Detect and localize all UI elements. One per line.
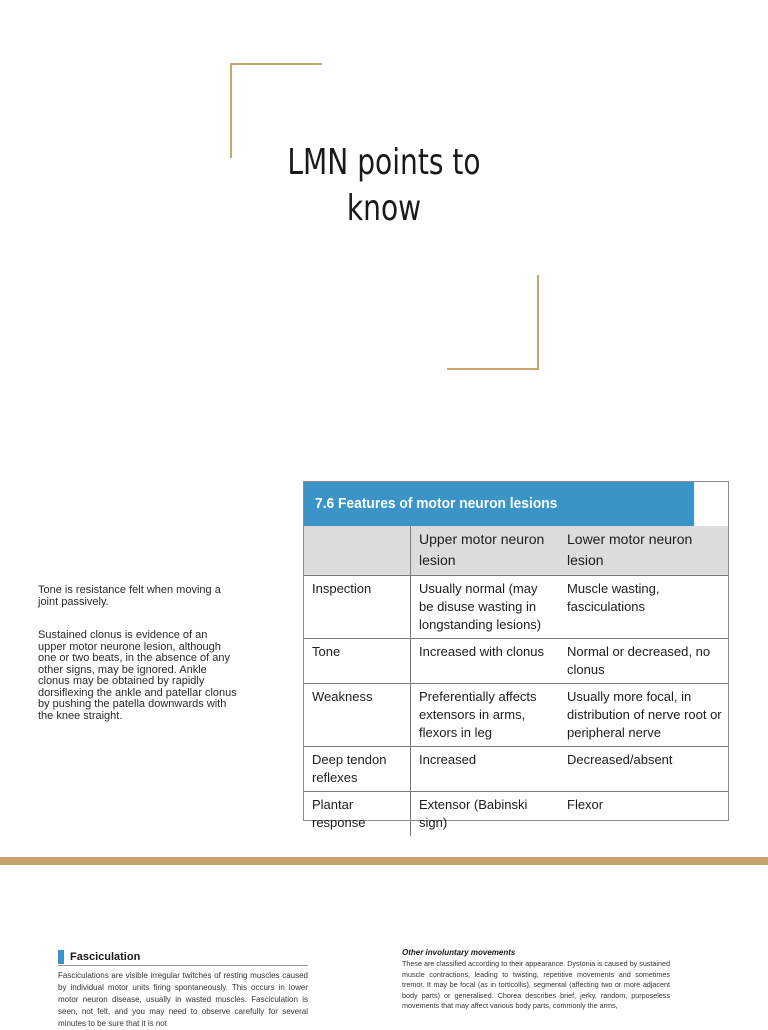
cell-umn-weakness: Preferentially affects extensors in arms, flexors in leg [411, 684, 560, 747]
header-umn: Upper motor neuron lesion [411, 526, 560, 576]
fasciculation-heading [58, 949, 308, 966]
cell-lmn-tone: Normal or decreased, no clonus [559, 639, 728, 684]
table-row [304, 684, 728, 747]
row-label-plantar: Plantar response [304, 792, 411, 837]
features-table [304, 526, 728, 836]
table-row [304, 639, 728, 684]
table-row [304, 576, 728, 639]
involuntary-movements-box [402, 948, 670, 1012]
cell-umn-plantar: Extensor (Babinski sign) [411, 792, 560, 837]
table-header-row [304, 526, 728, 576]
row-label-tone: Tone [304, 639, 411, 684]
note-clonus: Sustained clonus is evidence of an upper motor neurone lesion, although one or two beats, in the absence of any other signs, may be ignored. Ankle clonus may be obtained by rapidly dorsiflexing the ankle and patellar clonus by pushing the patella downwards with the knee straight. [38, 629, 237, 722]
fasciculation-box [58, 949, 308, 1030]
table-title: 7.6 Features of motor neuron lesions [304, 482, 694, 526]
cell-umn-tone: Increased with clonus [411, 639, 560, 684]
table-row [304, 747, 728, 792]
row-label-weakness: Weakness [304, 684, 411, 747]
corner-frame-top-left-horizontal [230, 63, 322, 65]
cell-umn-inspection: Usually normal (may be disuse wasting in longstanding lesions) [411, 576, 560, 639]
involuntary-movements-title: Other involuntary movements [402, 948, 516, 957]
fasciculation-title: Fasciculation [70, 951, 141, 963]
note-tone: Tone is resistance felt when moving a joint passively. [38, 584, 221, 608]
cell-lmn-inspection: Muscle wasting, fasciculations [559, 576, 728, 639]
slide-title [264, 140, 504, 232]
header-blank-cell [304, 526, 411, 576]
row-label-reflexes: Deep tendon reflexes [304, 747, 411, 792]
row-label-inspection: Inspection [304, 576, 411, 639]
heading-marker [58, 950, 64, 964]
corner-frame-bottom-right-vertical [537, 275, 539, 370]
cell-lmn-reflexes: Decreased/absent [559, 747, 728, 792]
header-lmn: Lower motor neuron lesion [559, 526, 728, 576]
motor-neuron-lesions-table [303, 481, 729, 830]
corner-frame-bottom-right-horizontal [447, 368, 539, 370]
slide-title-line-1: LMN points to [287, 142, 481, 183]
fasciculation-text: Fasciculations are visible irregular twitches of resting muscles caused by individual motor units firing spontaneously. This occurs in lower motor neuron disease, usually in wasted muscles. Fasciculation is seen, not felt, and you may need to observe carefully for several minutes to be sure that it is not [58, 971, 308, 1028]
cell-lmn-weakness: Usually more focal, in distribution of nerve root or peripheral nerve [559, 684, 728, 747]
cell-lmn-plantar: Flexor [559, 792, 728, 837]
cell-umn-reflexes: Increased [411, 747, 560, 792]
involuntary-movements-text: These are classified according to their appearance. Dystonia is caused by sustained muscle contractions, leading to twisting, repetitive movements and sometimes tremor. It may be focal (as in torticollis), segmental (affecting two or more adjacent body parts) or generalised. Chorea describes brief, jerky, random, purposeless movements that may affect various body parts, commonly the arms, [402, 959, 670, 1010]
slide-title-line-2: know [346, 188, 422, 229]
slide-divider-bar [0, 857, 768, 865]
table-row [304, 792, 728, 837]
corner-frame-top-left-vertical [230, 63, 232, 158]
